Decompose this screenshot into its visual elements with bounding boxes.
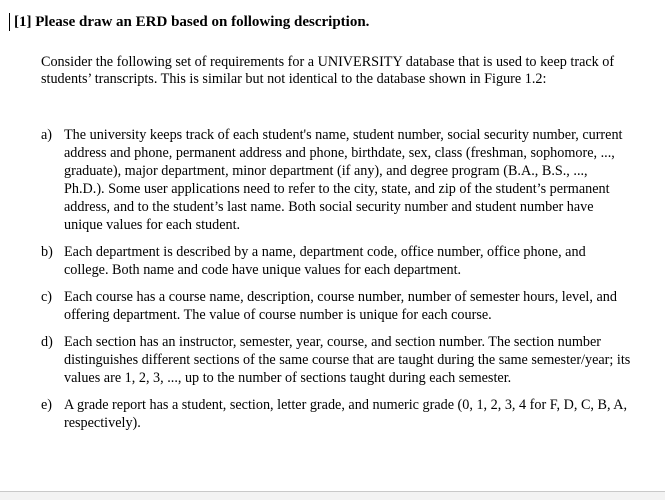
list-item-marker: e) bbox=[41, 397, 53, 413]
list-item bbox=[41, 126, 631, 234]
list-item-marker: d) bbox=[41, 334, 53, 350]
intro-paragraph: Consider the following set of requirements for a UNIVERSITY database that is used to keep track of students’ transcripts. This is similar but not identical to the database shown in Figure 1.2: bbox=[41, 54, 615, 87]
list-item-marker: b) bbox=[41, 244, 53, 260]
list-item-marker: a) bbox=[41, 127, 53, 143]
list-item-text: A grade report has a student, section, letter grade, and numeric grade (0, 1, 2, 3, 4 for F, D, C, B, A, respectively). bbox=[64, 397, 628, 431]
text-cursor bbox=[9, 13, 10, 31]
list-item bbox=[41, 333, 631, 387]
list-item bbox=[41, 396, 631, 432]
list-item-text: Each course has a course name, description, course number, number of semester hours, level, and offering department. The value of course number is unique for each course. bbox=[64, 289, 617, 323]
list-item-marker: c) bbox=[41, 289, 53, 305]
requirements-list bbox=[41, 126, 631, 441]
list-item bbox=[41, 288, 631, 324]
list-item-text: The university keeps track of each student's name, student number, social security number, current address and phone, permanent address and phone, birthdate, sex, class (freshman, sophomore, ..., graduate), major department, minor department (if any), and degree program (B.A., B.S., ..., Ph.D.). Some user applications need to refer to the city, state, and zip of the student’s permanent address, and to the student’s last name. Both social security number and student number have unique values for each student. bbox=[64, 127, 623, 233]
horizontal-scrollbar[interactable] bbox=[0, 492, 665, 500]
list-item-text: Each department is described by a name, department code, office number, office phone, and college. Both name and code have unique values for each department. bbox=[64, 244, 586, 278]
question-heading: [1] Please draw an ERD based on following description. bbox=[14, 14, 370, 30]
list-item bbox=[41, 243, 631, 279]
list-item-text: Each section has an instructor, semester, year, course, and section number. The section number distinguishes different sections of the same course that are taught during the same semester/year; its values are 1, 2, 3, ..., up to the number of sections taught during each semester. bbox=[64, 334, 631, 386]
